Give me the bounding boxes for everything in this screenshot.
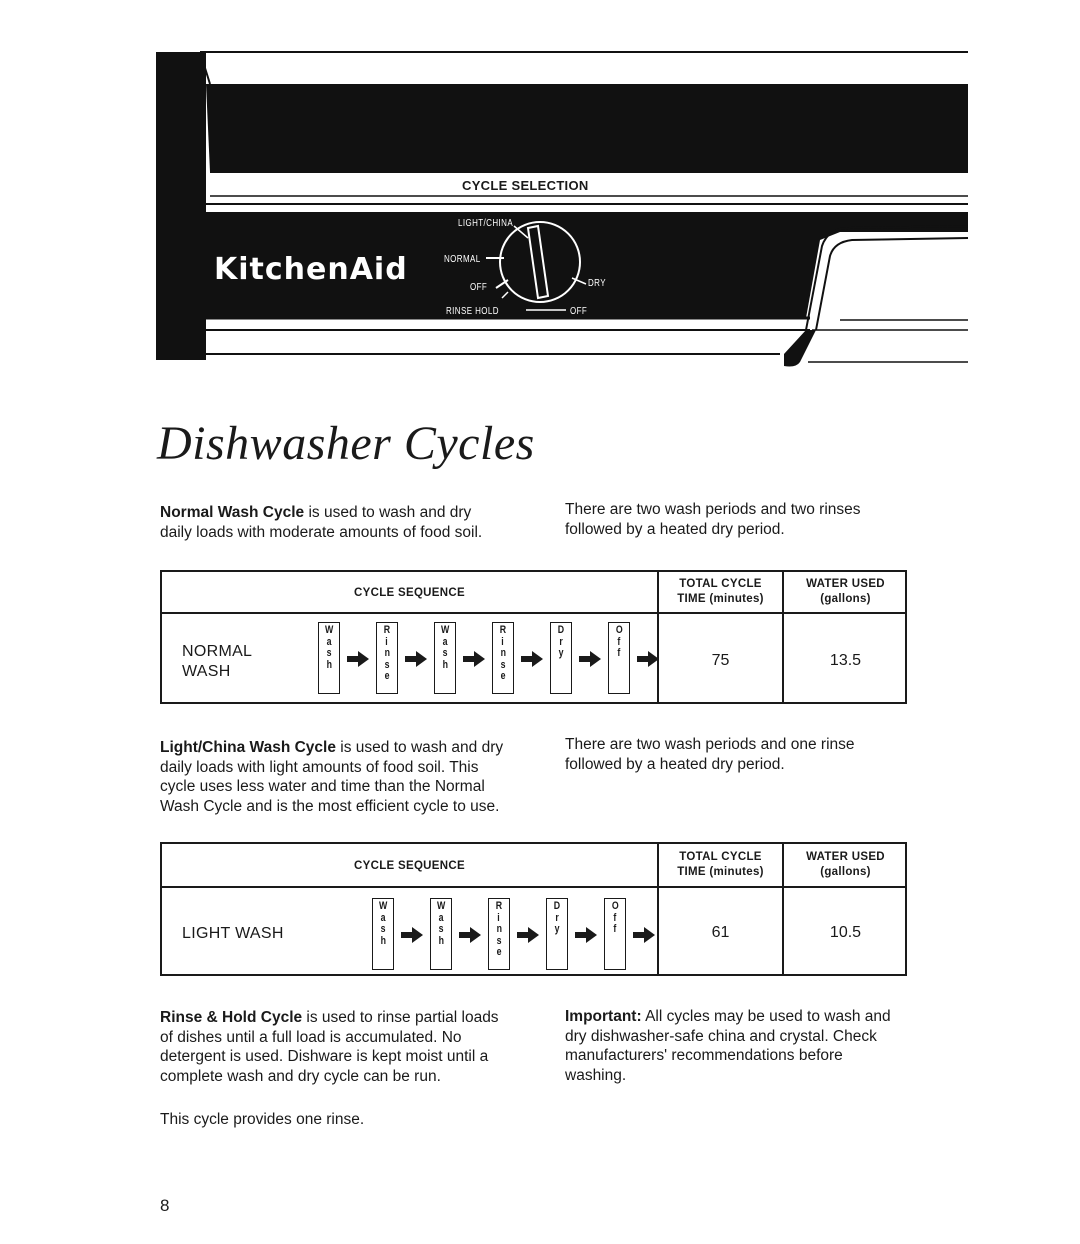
step-letter: h (380, 934, 386, 947)
dial-label-dry: DRY (588, 278, 606, 289)
total-cycle-header-line2: TIME (minutes) (677, 866, 764, 878)
step-letter: W (324, 624, 334, 636)
step-letter: r (559, 635, 563, 648)
dial-label-normal: NORMAL (444, 254, 481, 265)
step-letter: R (499, 624, 507, 636)
step-letter: e (496, 946, 502, 958)
step-letter: h (438, 934, 444, 947)
step-letter: W (378, 900, 388, 912)
step-letter: e (500, 670, 506, 682)
step-letter: y (554, 923, 560, 935)
step-letter: f (613, 911, 617, 924)
dial-label-off-left: OFF (470, 282, 488, 293)
step-letter: r (555, 911, 559, 924)
light-total-time: 61 (711, 924, 730, 941)
rinse-hold-description (160, 1008, 505, 1086)
arrow-right-icon (516, 926, 540, 944)
step-letter: s (384, 658, 390, 671)
rinse-hold-text: is used to rinse partial loads of dishes until a full load is accumulated. No detergent is used. Dishware is kept moist until a complete wash and dry cycle can be run. (160, 1009, 499, 1085)
arrow-right-icon (462, 650, 486, 668)
important-text: All cycles may be used to wash and dry dishwasher-safe china and crystal. Check manufacturers' recommendations before washing. (565, 1008, 891, 1084)
rinse-hold-note: This cycle provides one rinse. (160, 1111, 365, 1128)
step-letter: s (380, 923, 386, 935)
step-letter: s (442, 647, 448, 659)
cycle-sequence-header: CYCLE SEQUENCE (354, 860, 465, 872)
step-letter: i (501, 635, 505, 648)
step-letter: R (383, 624, 391, 636)
step-letter: O (615, 624, 623, 636)
step-letter: a (438, 911, 444, 924)
step-letter: i (497, 911, 501, 924)
light-cycle-note: There are two wash periods and one rinse followed by a heated dry period. (565, 736, 855, 773)
light-cycle-description (160, 738, 505, 816)
step-letter: a (380, 911, 386, 924)
step-box-rinse (492, 622, 514, 694)
step-box-rinse (376, 622, 398, 694)
total-cycle-header-line2: TIME (minutes) (677, 593, 764, 605)
row-label-line1: NORMAL (182, 643, 253, 660)
step-letter: h (442, 658, 448, 671)
normal-cycle-table (160, 570, 907, 704)
step-letter: a (442, 635, 448, 648)
water-used-header-line2: (gallons) (820, 866, 871, 878)
arrow-right-icon (458, 926, 482, 944)
page-title: Dishwasher Cycles (157, 417, 535, 470)
water-used-header-line2: (gallons) (820, 593, 871, 605)
step-box-wash (430, 898, 452, 970)
important-label: Important: (565, 1008, 642, 1025)
page-number: 8 (160, 1196, 170, 1215)
arrow-right-icon (400, 926, 424, 944)
dial-label-rinse-hold: RINSE HOLD (446, 306, 499, 317)
total-cycle-header (659, 577, 782, 607)
row-label-line2: WASH (182, 663, 231, 680)
step-box-rinse (488, 898, 510, 970)
step-box-wash (318, 622, 340, 694)
total-cycle-header-line1: TOTAL CYCLE (679, 851, 762, 863)
light-wash-row-label: LIGHT WASH (182, 925, 284, 942)
step-letter: s (438, 923, 444, 935)
water-used-header-line1: WATER USED (806, 851, 885, 863)
step-box-off (604, 898, 626, 970)
step-letter: i (385, 635, 389, 648)
arrow-right-icon (520, 650, 544, 668)
kitchenaid-logo: KitchenAid (214, 252, 408, 287)
normal-cycle-name: Normal Wash Cycle (160, 504, 305, 521)
normal-cycle-text: is used to wash and dry daily loads with moderate amounts of food soil. (160, 504, 483, 541)
arrow-right-icon (632, 926, 656, 944)
step-letter: W (440, 624, 450, 636)
step-box-wash (434, 622, 456, 694)
step-letter: f (617, 647, 621, 659)
normal-water-used: 13.5 (829, 652, 862, 669)
control-panel-illustration (0, 0, 1080, 380)
cycle-sequence-header: CYCLE SEQUENCE (354, 587, 465, 599)
step-letter: s (496, 934, 502, 947)
step-letter: h (326, 658, 332, 671)
step-letter: n (384, 647, 390, 659)
cycle-selection-title: CYCLE SELECTION (462, 178, 589, 193)
arrow-right-icon (574, 926, 598, 944)
water-used-header (784, 850, 907, 880)
step-letter: W (436, 900, 446, 912)
step-letter: s (500, 658, 506, 671)
step-box-off (608, 622, 630, 694)
step-letter: O (611, 900, 619, 912)
step-letter: R (495, 900, 503, 912)
step-letter: D (557, 624, 565, 636)
light-water-used: 10.5 (829, 924, 862, 941)
water-used-header (784, 577, 907, 607)
arrow-right-icon (404, 650, 428, 668)
light-cycle-name: Light/China Wash Cycle (160, 739, 336, 756)
step-letter: s (326, 647, 332, 659)
step-letter: e (384, 670, 390, 682)
arrow-right-icon (346, 650, 370, 668)
arrow-right-icon (636, 650, 660, 668)
step-box-wash (372, 898, 394, 970)
step-box-dry (546, 898, 568, 970)
dial-label-light-china: LIGHT/CHINA (458, 218, 514, 229)
normal-cycle-description (160, 503, 505, 542)
step-letter: y (558, 647, 564, 659)
step-box-dry (550, 622, 572, 694)
step-letter: f (613, 923, 617, 935)
total-cycle-header (659, 850, 782, 880)
important-note (565, 1007, 900, 1085)
rinse-hold-name: Rinse & Hold Cycle (160, 1009, 303, 1026)
step-letter: n (496, 923, 502, 935)
normal-cycle-note: There are two wash periods and two rinses followed by a heated dry period. (565, 501, 861, 538)
light-cycle-text: is used to wash and dry daily loads with light amounts of food soil. This cycle uses less water and time than the Normal Wash Cycle and is the most efficient cycle to use. (160, 739, 504, 815)
total-cycle-header-line1: TOTAL CYCLE (679, 578, 762, 590)
light-cycle-table (160, 842, 907, 976)
step-letter: f (617, 635, 621, 648)
water-used-header-line1: WATER USED (806, 578, 885, 590)
step-letter: a (326, 635, 332, 648)
normal-total-time: 75 (711, 652, 730, 669)
arrow-right-icon (578, 650, 602, 668)
step-letter: D (553, 900, 561, 912)
normal-wash-row-label (182, 642, 252, 682)
step-letter: n (500, 647, 506, 659)
dial-label-off-right: OFF (570, 306, 588, 317)
